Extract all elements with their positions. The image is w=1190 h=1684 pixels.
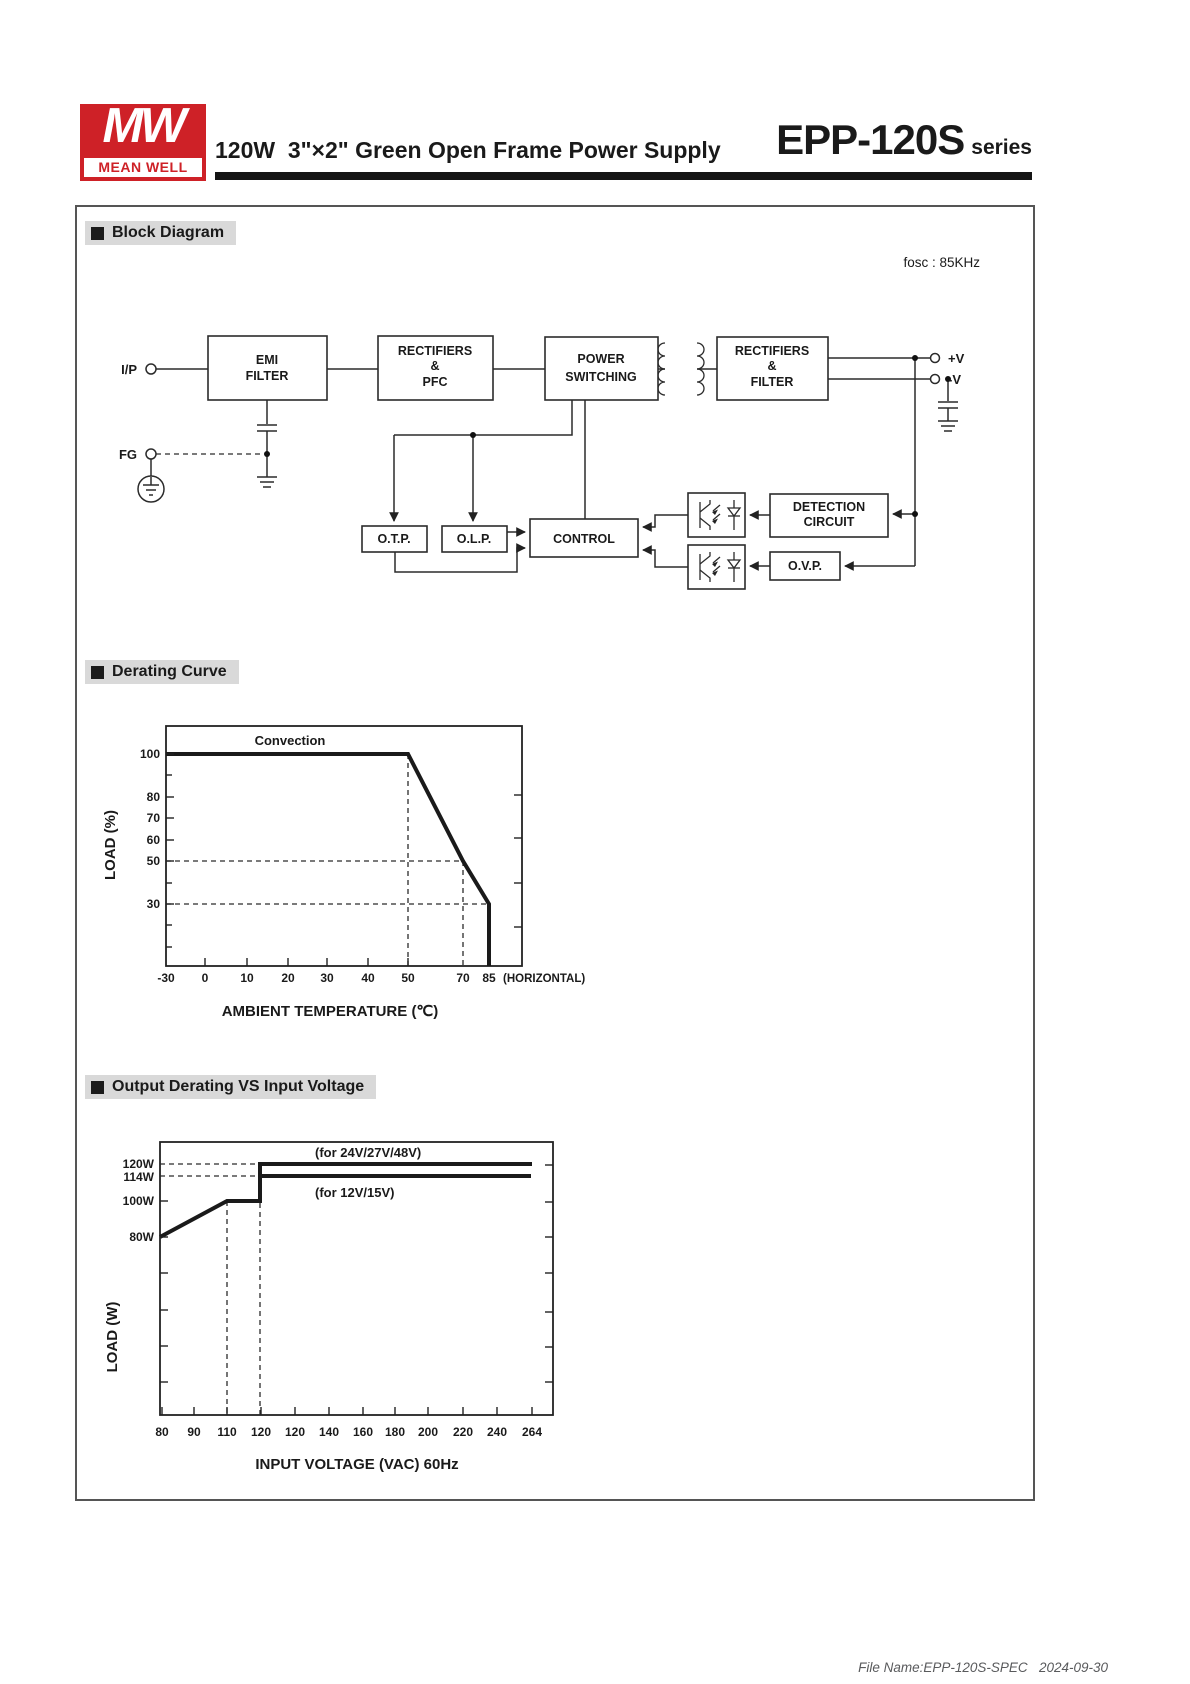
page-title: 120W 3"×2" Green Open Frame Power Supply	[215, 137, 721, 163]
axis-ticks	[166, 754, 522, 966]
block-label: RECTIFIERS	[734, 344, 810, 358]
block-label: O.T.P.	[377, 532, 411, 546]
svg-text:110: 110	[217, 1425, 237, 1439]
optocoupler-icon	[688, 545, 745, 589]
svg-text:120: 120	[250, 1425, 272, 1439]
block-label: RECTIFIERS	[397, 344, 473, 358]
plot-area	[160, 1142, 553, 1415]
svg-text:100W: 100W	[122, 1194, 154, 1208]
svg-text:-30: -30	[157, 971, 175, 985]
y-axis-title: LOAD (%)	[102, 810, 119, 880]
ground-symbol	[938, 421, 958, 431]
ground-symbol	[257, 477, 277, 487]
svg-text:200: 200	[417, 1425, 439, 1439]
block-label: DETECTION	[792, 500, 866, 514]
svg-text:140: 140	[318, 1425, 340, 1439]
y-tick-labels	[140, 747, 160, 911]
section-heading-derating-curve	[85, 660, 239, 684]
series-title	[776, 116, 1032, 164]
series-name: EPP-120S	[776, 116, 965, 163]
section-heading-label: Block Diagram	[112, 224, 225, 241]
axis-ticks	[160, 1165, 553, 1415]
svg-text:20: 20	[281, 971, 295, 985]
svg-text:80: 80	[146, 790, 160, 804]
ovp-block	[770, 552, 840, 580]
svg-text:60: 60	[146, 833, 160, 847]
terminal-label: +V	[948, 351, 965, 366]
svg-text:10: 10	[240, 971, 254, 985]
x-tick-labels	[155, 1425, 542, 1439]
svg-text:85: 85	[482, 971, 496, 985]
svg-text:180: 180	[384, 1425, 406, 1439]
svg-text:220: 220	[452, 1425, 474, 1439]
svg-text:30: 30	[320, 971, 334, 985]
section-heading-label: Derating Curve	[112, 663, 227, 680]
block-label: O.L.P.	[456, 532, 492, 546]
svg-text:114W: 114W	[123, 1170, 154, 1184]
block-label: &	[767, 359, 777, 373]
y-tick-labels	[123, 1157, 155, 1244]
y-capacitor-symbol	[257, 400, 277, 477]
logo-mw-icon: MW	[102, 99, 184, 153]
curve-annotation: Convection	[254, 733, 326, 748]
svg-text:30: 30	[146, 897, 160, 911]
svg-text:40: 40	[361, 971, 375, 985]
svg-text:70: 70	[456, 971, 470, 985]
block-label: FILTER	[750, 375, 794, 389]
section-heading-label: Output Derating VS Input Voltage	[112, 1078, 365, 1095]
block-label: PFC	[422, 375, 448, 389]
file-info: File Name:EPP-120S-SPEC 2024-09-30	[858, 1660, 1108, 1675]
olp-block	[442, 526, 507, 552]
vplus-terminal	[931, 351, 965, 366]
svg-text:50: 50	[401, 971, 415, 985]
block-label: EMI	[255, 353, 279, 367]
terminal-label: I/P	[121, 362, 137, 377]
section-marker-icon	[91, 666, 104, 679]
power-switching-block	[545, 337, 658, 400]
svg-text:120: 120	[284, 1425, 306, 1439]
svg-text:50: 50	[146, 854, 160, 868]
series-label-24v: (for 24V/27V/48V)	[315, 1145, 422, 1160]
svg-text:80W: 80W	[129, 1230, 154, 1244]
optocoupler-icon	[688, 493, 745, 537]
series-suffix: series	[971, 136, 1032, 159]
block-label: FILTER	[245, 369, 289, 383]
logo-meanwell-label: MEAN WELL	[84, 158, 202, 177]
x-tick-labels	[157, 971, 585, 985]
input-terminal	[121, 362, 156, 377]
svg-text:70: 70	[146, 811, 160, 825]
svg-text:120W: 120W	[122, 1157, 154, 1171]
control-block	[530, 519, 638, 557]
meanwell-logo	[80, 99, 206, 181]
svg-text:264: 264	[521, 1425, 543, 1439]
derating-curve-line	[166, 754, 489, 966]
derating-curve-chart	[75, 690, 1035, 1050]
plot-area	[166, 726, 522, 966]
block-label: POWER	[577, 352, 625, 366]
block-label: &	[430, 359, 440, 373]
svg-text:80: 80	[155, 1425, 169, 1439]
transformer-symbol	[658, 343, 704, 395]
block-label: SWITCHING	[565, 370, 637, 384]
terminal-label: FG	[118, 447, 137, 462]
otp-block	[362, 526, 427, 552]
header-rule	[215, 172, 1032, 180]
svg-text:0: 0	[201, 971, 209, 985]
y-axis-title: LOAD (W)	[104, 1301, 121, 1373]
svg-text:160: 160	[352, 1425, 374, 1439]
fosc-note: fosc : 85KHz	[903, 255, 980, 270]
rectifiers-filter-block	[717, 337, 828, 400]
x-axis-note: (HORIZONTAL)	[503, 973, 586, 985]
block-diagram	[75, 205, 1035, 600]
block-label: O.V.P.	[787, 559, 823, 573]
svg-text:90: 90	[187, 1425, 201, 1439]
x-axis-title: AMBIENT TEMPERATURE (℃)	[221, 1003, 439, 1020]
detection-circuit-block	[770, 494, 888, 537]
earth-ground-icon	[138, 459, 164, 502]
svg-text:240: 240	[486, 1425, 508, 1439]
series-label-12v: (for 12V/15V)	[315, 1185, 395, 1200]
x-axis-title: INPUT VOLTAGE (VAC) 60Hz	[255, 1456, 459, 1473]
rectifiers-pfc-block	[378, 336, 493, 400]
dashed-guides	[166, 754, 489, 966]
block-label: CONTROL	[553, 532, 615, 546]
output-derating-chart	[75, 1090, 1035, 1500]
block-label: CIRCUIT	[803, 515, 855, 529]
svg-text:100: 100	[139, 747, 160, 761]
emi-filter-block	[208, 336, 327, 400]
terminal-label: -V	[948, 372, 961, 387]
